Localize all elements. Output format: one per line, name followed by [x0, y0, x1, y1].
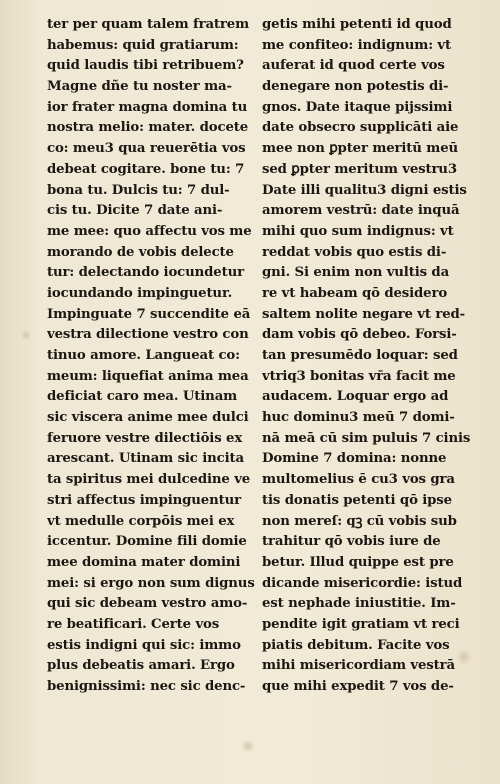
text-line: me confiteo: indignum: vt [262, 37, 451, 53]
text-line: ior frater magna domina tu [47, 99, 248, 115]
text-line: mee domina mater domini [47, 554, 241, 570]
text-line: Impinguate 7 succendite eā [47, 306, 251, 322]
text-line: iccentur. Domine fili domie [47, 534, 247, 550]
text-line: debeat cogitare. bone tu: 7 [47, 161, 245, 177]
text-line: mihi quo sum indignus: vt [262, 223, 454, 239]
text-line: dam vobis qō debeo. Forsi- [262, 327, 457, 343]
text-line: que mihi expedit 7 vos de- [262, 679, 454, 694]
text-line: pendite igit gratiam vt reci [262, 616, 460, 632]
text-line: nostra melio: mater. docete [47, 120, 249, 136]
text-line: amorem vestrū: date inquā [262, 203, 460, 219]
text-line: est nephade iniustitie. Im- [262, 596, 456, 612]
text-line: nā meā cū sim puluis 7 cinis [262, 430, 471, 446]
text-line: tinuo amore. Langueat co: [47, 348, 240, 363]
text-line: me mee: quo affectu vos me [47, 223, 252, 239]
paper-stain [20, 330, 32, 340]
text-line: ta spiritus mei dulcedine ve [47, 472, 251, 488]
text-line: Domine 7 domina: nonne [262, 451, 447, 467]
text-line: plus debeatis amari. Ergo [47, 658, 235, 674]
text-line: getis mihi petenti id quod [262, 17, 452, 32]
text-line: co: meu3 qua reuerētia vos [47, 141, 246, 157]
text-line: tan presumēdo loquar: sed [262, 348, 458, 363]
text-line: saltem nolite negare vt red- [262, 306, 466, 322]
text-line: meum: liquefiat anima mea [47, 368, 249, 384]
text-line: morando de vobis delecte [47, 244, 234, 260]
text-line: feruore vestre dilectiōis ex [47, 430, 243, 446]
text-line: huc dominu3 meū 7 domi- [262, 410, 455, 426]
text-line: auferat id quod certe vos [262, 58, 445, 74]
text-line: date obsecro supplicāti aie [262, 120, 459, 136]
text-line: denegare non potestis di- [262, 79, 449, 95]
text-line: sic viscera anime mee dulci [47, 410, 249, 426]
text-line: tis donatis petenti qō ipse [262, 492, 452, 508]
text-line: arescant. Utinam sic incita [47, 451, 244, 467]
text-line: cis tu. Dicite 7 date ani- [47, 203, 223, 219]
text-line: dicande misericordie: istud [262, 575, 463, 591]
text-line: bona tu. Dulcis tu: 7 dul- [47, 182, 230, 198]
text-line: benignissimi: nec sic denc- [47, 679, 246, 694]
text-line: gni. Si enim non vultis da [262, 265, 450, 281]
text-line: deficiat caro mea. Utinam [47, 389, 238, 405]
left-text-column [47, 15, 259, 698]
text-line: mei: si ergo non sum dignus [47, 575, 255, 591]
text-line: sed ꝑpter meritum vestru3 [262, 161, 457, 177]
text-line: re beatificari. Certe vos [47, 616, 220, 632]
text-line: vtriq3 bonitas vr̄a facit me [262, 368, 456, 384]
text-line: audacem. Loquar ergo ad [262, 389, 449, 405]
text-line: gnos. Date itaque pijssimi [262, 99, 453, 115]
text-line: Magne dñe tu noster ma- [47, 79, 232, 95]
text-line: trahitur qō vobis iure de [262, 534, 441, 550]
text-line: reddat vobis quo estis di- [262, 244, 447, 260]
text-line: qui sic debeam vestro amo- [47, 596, 248, 612]
text-line: re vt habeam qō desidero [262, 285, 448, 301]
text-line: tur: delectando iocundetur [47, 265, 244, 281]
text-line: iocundando impinguetur. [47, 285, 233, 301]
text-line: habemus: quid gratiarum: [47, 37, 239, 53]
text-line: vt medulle corpōis mei ex [47, 513, 235, 529]
text-line: estis indigni qui sic: immo [47, 637, 241, 653]
text-line: Date illi qualitu3 digni estis [262, 182, 467, 198]
text-line: ter per quam talem fratrem [47, 17, 249, 32]
text-line: betur. Illud quippe est pre [262, 554, 454, 570]
text-line: mee non ꝑpter meritū meū [262, 141, 459, 157]
text-line: vestra dilectione vestro con [47, 327, 249, 343]
text-line: piatis debitum. Facite vos [262, 637, 450, 653]
text-line: mihi misericordiam vestrā [262, 658, 455, 674]
text-line: non mereſ: qꝫ cū vobis sub [262, 513, 457, 529]
text-line: quid laudis tibi retribuem? [47, 58, 244, 74]
paper-stain [240, 740, 256, 752]
text-line: multomelius ē cu3 vos gra [262, 472, 455, 488]
text-line: stri affectus impinguentur [47, 492, 241, 508]
right-text-column [262, 15, 474, 698]
